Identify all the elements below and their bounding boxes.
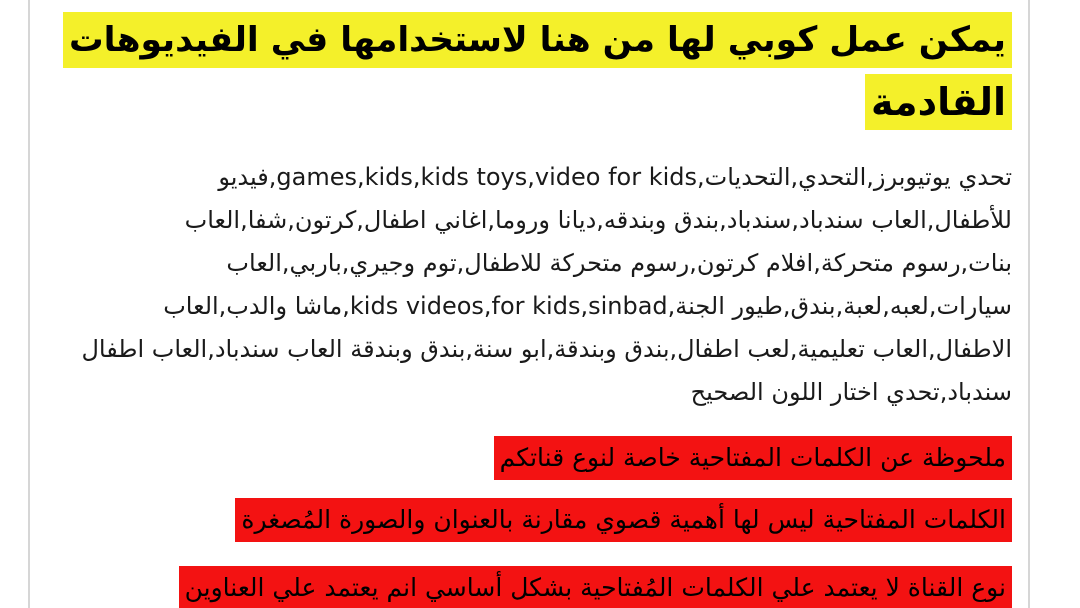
keywords-line-2: للأطفال,العاب سندباد,سندباد,بندق وبندقه,ديانا وروما,اغاني اطفال,كرتون,شفا,العاب	[184, 206, 1012, 234]
note-line-3: نوع القناة لا يعتمد علي الكلمات المُفتاحية بشكل أساسي انم يعتمد علي العناوين	[179, 566, 1012, 608]
note-line-2: الكلمات المفتاحية ليس لها أهمية قصوي مقارنة بالعنوان والصورة المُصغرة	[235, 498, 1012, 542]
keywords-line-5: الاطفال,العاب تعليمية,لعب اطفال,بندق وبندقة,ابو سنة,بندق وبندقة العاب سندباد,العاب اطفال	[81, 335, 1012, 363]
note-line-1: ملحوظة عن الكلمات المفتاحية خاصة لنوع قناتكم	[494, 436, 1012, 480]
left-margin-line	[28, 0, 30, 608]
keywords-line-1: تحدي يوتيوبرز,التحدي,التحديات,games,kids,kids toys,video for kids,فيديو	[218, 163, 1012, 191]
keywords-line-4: سيارات,لعبه,لعبة,بندق,طيور الجنة,kids videos,for kids,sinbad,ماشا والدب,العاب	[163, 292, 1012, 320]
right-margin-line	[1028, 0, 1030, 608]
document-page	[60, 0, 1012, 608]
heading-line-1: يمكن عمل كوبي لها من هنا لاستخدامها في الفيديوهات	[63, 12, 1012, 68]
heading-line-2: القادمة	[865, 74, 1012, 130]
keywords-line-3: بنات,رسوم متحركة,افلام كرتون,رسوم متحركة للاطفال,توم وجيري,باربي,العاب	[226, 249, 1012, 277]
keywords-line-6: سندباد,تحدي اختار اللون الصحيح	[690, 378, 1012, 406]
keywords-paragraph	[60, 156, 1012, 414]
